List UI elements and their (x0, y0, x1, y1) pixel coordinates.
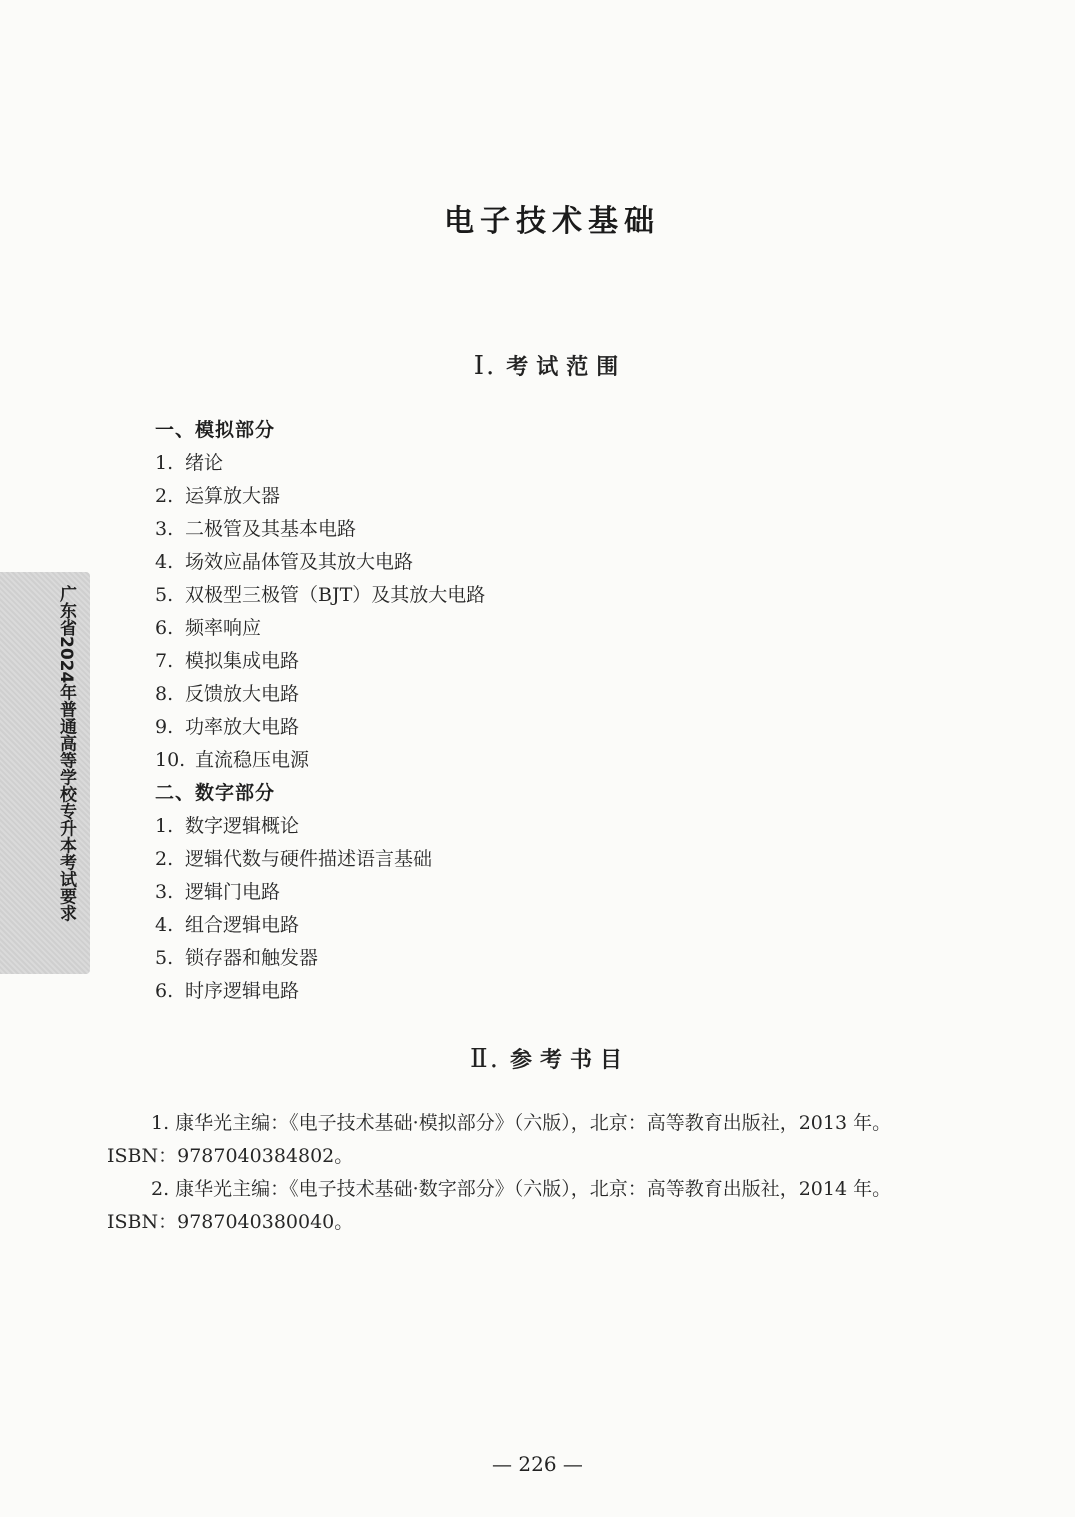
item-number: 6. (155, 980, 174, 1002)
item-text: 逻辑门电路 (185, 881, 281, 903)
item-number: 1. (155, 452, 174, 474)
item-text: 直流稳压电源 (195, 749, 310, 771)
item-text: 频率响应 (185, 617, 262, 639)
item-number: 5. (155, 584, 174, 606)
item-text: 运算放大器 (185, 485, 281, 507)
list-item (155, 645, 855, 678)
reference-line: 2. 康华光主编：《电子技术基础·数字部分》（六版），北京：高等教育出版社，2014 年。 (151, 1178, 892, 1200)
section-number: Ⅱ. (470, 1044, 500, 1074)
reference-list (107, 1107, 981, 1239)
item-text: 反馈放大电路 (185, 683, 300, 705)
section-heading-scope (0, 350, 1075, 381)
list-item (155, 579, 855, 612)
item-number: 3. (155, 881, 174, 903)
item-text: 绪论 (185, 452, 224, 474)
section-title: 参考书目 (509, 1047, 630, 1073)
list-item (155, 810, 855, 843)
item-number: 2. (155, 485, 174, 507)
reference-isbn: ISBN：9787040380040。 (107, 1211, 354, 1233)
item-text: 功率放大电路 (185, 716, 300, 738)
item-text: 双极型三极管（BJT）及其放大电路 (185, 584, 486, 606)
list-item (155, 513, 855, 546)
item-number: 4. (155, 551, 174, 573)
list-item (155, 909, 855, 942)
item-number: 8. (155, 683, 174, 705)
list-item (155, 480, 855, 513)
reference-isbn: ISBN：9787040384802。 (107, 1145, 354, 1167)
item-number: 6. (155, 617, 174, 639)
item-number: 1. (155, 815, 174, 837)
section-heading-references (0, 1043, 1075, 1074)
item-number: 4. (155, 914, 174, 936)
item-text: 组合逻辑电路 (185, 914, 300, 936)
item-text: 二极管及其基本电路 (185, 518, 357, 540)
list-item (155, 546, 855, 579)
list-item (155, 447, 855, 480)
item-text: 数字逻辑概论 (185, 815, 300, 837)
list-item (155, 678, 855, 711)
list-item (155, 612, 855, 645)
item-number: 9. (155, 716, 174, 738)
list-item (155, 843, 855, 876)
list-item (155, 711, 855, 744)
item-number: 5. (155, 947, 174, 969)
item-number: 10. (155, 749, 186, 771)
item-number: 7. (155, 650, 174, 672)
side-tab-label: 广东省2024年普通高等学校专升本考试要求 (56, 585, 76, 922)
group-title-analog: 一、模拟部分 (155, 419, 276, 441)
document-title: 电子技术基础 (444, 204, 660, 239)
item-text: 时序逻辑电路 (185, 980, 300, 1002)
section-title: 考试范围 (506, 354, 627, 380)
item-text: 模拟集成电路 (185, 650, 300, 672)
list-item (155, 744, 855, 777)
group-title-digital: 二、数字部分 (155, 782, 276, 804)
reference-line: 1. 康华光主编：《电子技术基础·模拟部分》（六版），北京：高等教育出版社，2013 年。 (151, 1112, 892, 1134)
item-text: 逻辑代数与硬件描述语言基础 (185, 848, 433, 870)
list-item (155, 942, 855, 975)
item-text: 锁存器和触发器 (185, 947, 319, 969)
list-item (155, 975, 855, 1008)
section-number: Ⅰ. (473, 351, 497, 381)
reference-entry (107, 1107, 981, 1173)
reference-entry (107, 1173, 981, 1239)
exam-scope-outline (155, 414, 855, 1008)
list-item (155, 876, 855, 909)
page-number: — 226 — (492, 1452, 583, 1476)
item-text: 场效应晶体管及其放大电路 (185, 551, 414, 573)
item-number: 3. (155, 518, 174, 540)
item-number: 2. (155, 848, 174, 870)
